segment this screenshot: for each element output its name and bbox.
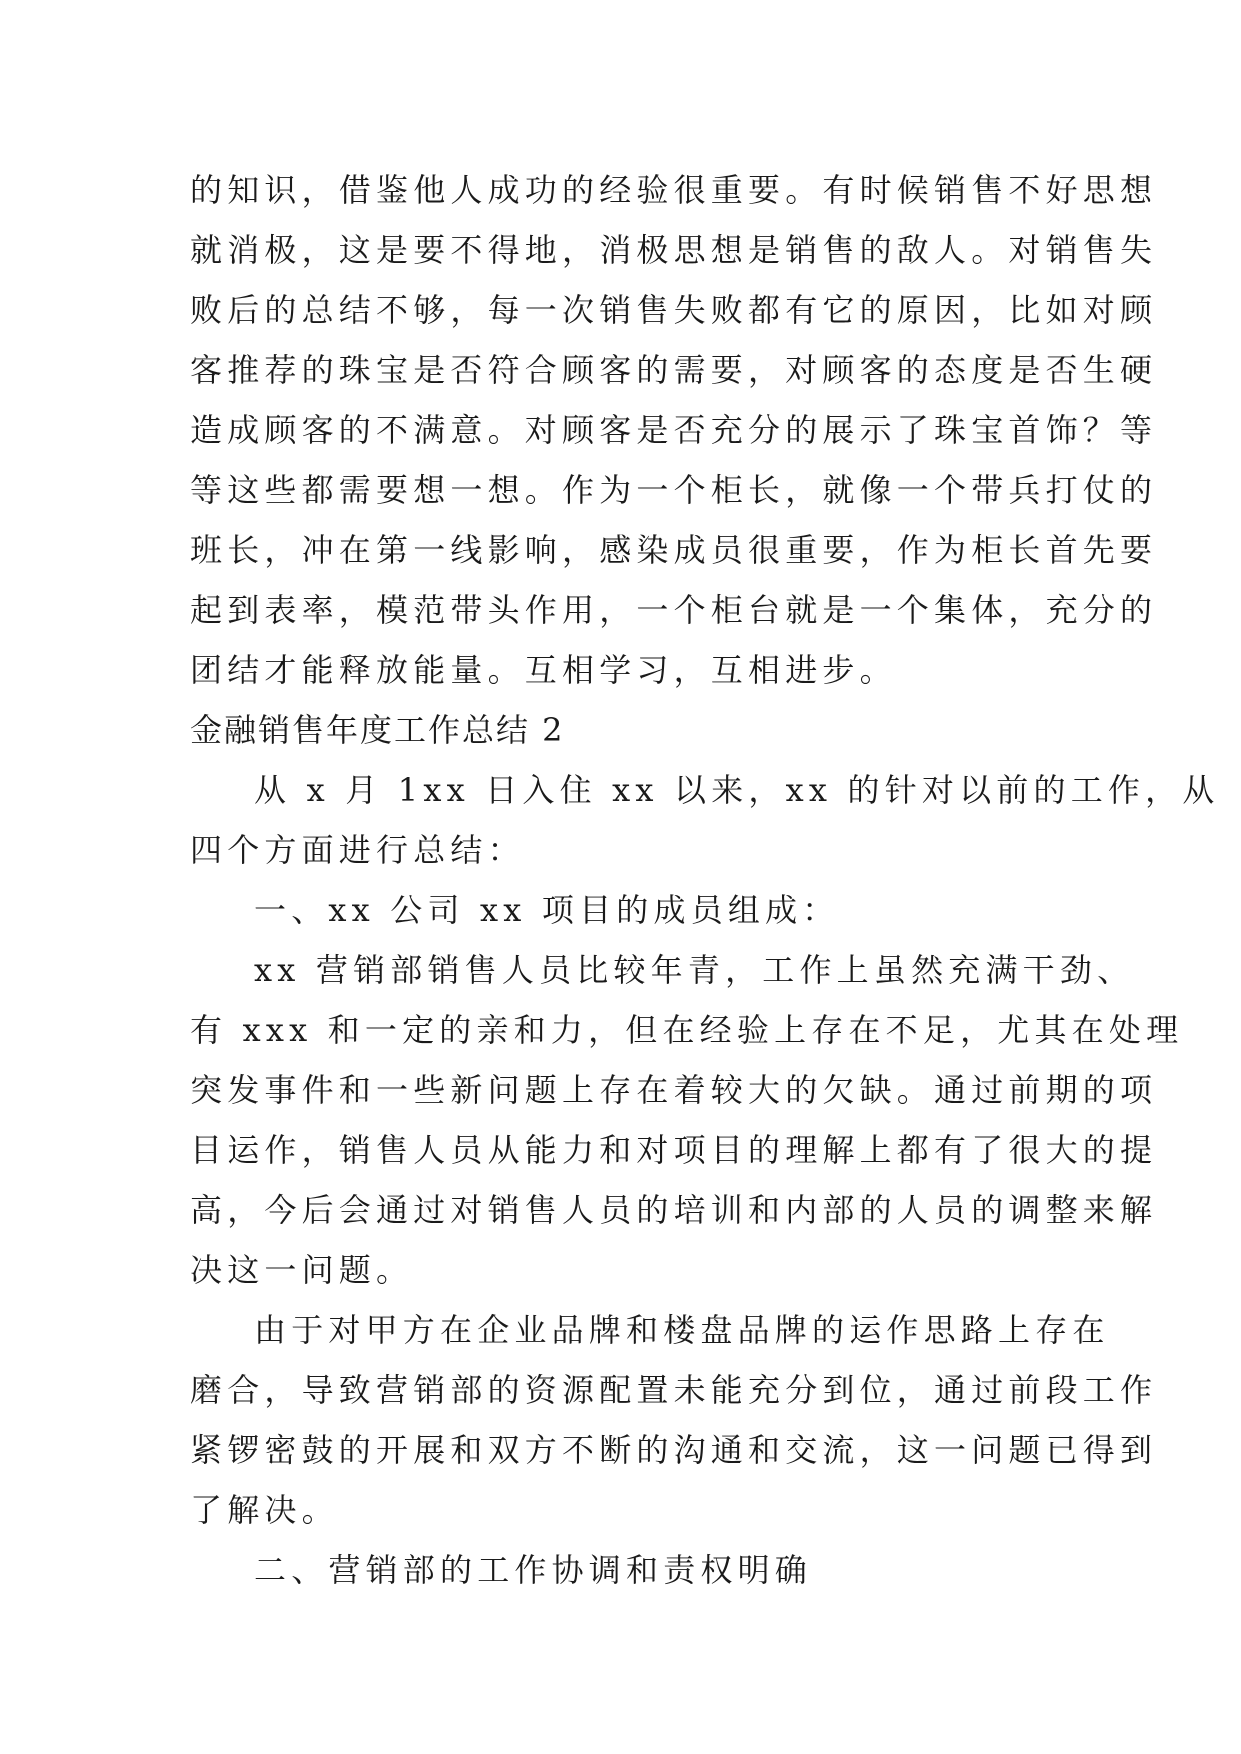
paragraph-line: 班长，冲在第一线影响，感染成员很重要，作为柜长首先要 [190, 531, 1158, 569]
paragraph-line: 了解决。 [190, 1491, 339, 1529]
paragraph-line: 由于对甲方在企业品牌和楼盘品牌的运作思路上存在 [254, 1311, 1110, 1349]
paragraph-line: 就消极，这是要不得地，消极思想是销售的敌人。对销售失 [190, 231, 1158, 269]
paragraph-line: 磨合，导致营销部的资源配置未能充分到位，通过前段工作 [190, 1371, 1158, 1409]
subheading: 二、营销部的工作协调和责权明确 [254, 1551, 813, 1589]
paragraph-line: 突发事件和一些新问题上存在着较大的欠缺。通过前期的项 [190, 1071, 1158, 1109]
paragraph-line: 目运作，销售人员从能力和对项目的理解上都有了很大的提 [190, 1131, 1158, 1169]
paragraph-line: 有 xxx 和一定的亲和力，但在经验上存在不足，尤其在处理 [190, 1011, 1184, 1049]
document-page [190, 160, 1220, 1600]
paragraph-line: 从 x 月 1xx 日入住 xx 以来，xx 的针对以前的工作，从 [254, 771, 1220, 809]
paragraph-line: 的知识，借鉴他人成功的经验很重要。有时候销售不好思想 [190, 171, 1158, 209]
paragraph-line: 紧锣密鼓的开展和双方不断的沟通和交流，这一问题已得到 [190, 1431, 1158, 1469]
paragraph-line: 客推荐的珠宝是否符合顾客的需要，对顾客的态度是否生硬 [190, 351, 1158, 389]
paragraph-line: 败后的总结不够，每一次销售失败都有它的原因，比如对顾 [190, 291, 1158, 329]
section-title: 金融销售年度工作总结 2 [190, 711, 565, 749]
paragraph-line: 造成顾客的不满意。对顾客是否充分的展示了珠宝首饰？等 [190, 411, 1158, 449]
paragraph-line: 高，今后会通过对销售人员的培训和内部的人员的调整来解 [190, 1191, 1158, 1229]
paragraph-line: 决这一问题。 [190, 1251, 414, 1289]
paragraph-line: 团结才能释放能量。互相学习，互相进步。 [190, 651, 897, 689]
paragraph-line: 等这些都需要想一想。作为一个柜长，就像一个带兵打仗的 [190, 471, 1158, 509]
paragraph-line: xx 营销部销售人员比较年青，工作上虽然充满干劲、 [254, 951, 1135, 989]
subheading: 一、xx 公司 xx 项目的成员组成： [254, 891, 840, 929]
paragraph-line: 四个方面进行总结： [190, 831, 525, 869]
paragraph-line: 起到表率，模范带头作用，一个柜台就是一个集体，充分的 [190, 591, 1158, 629]
